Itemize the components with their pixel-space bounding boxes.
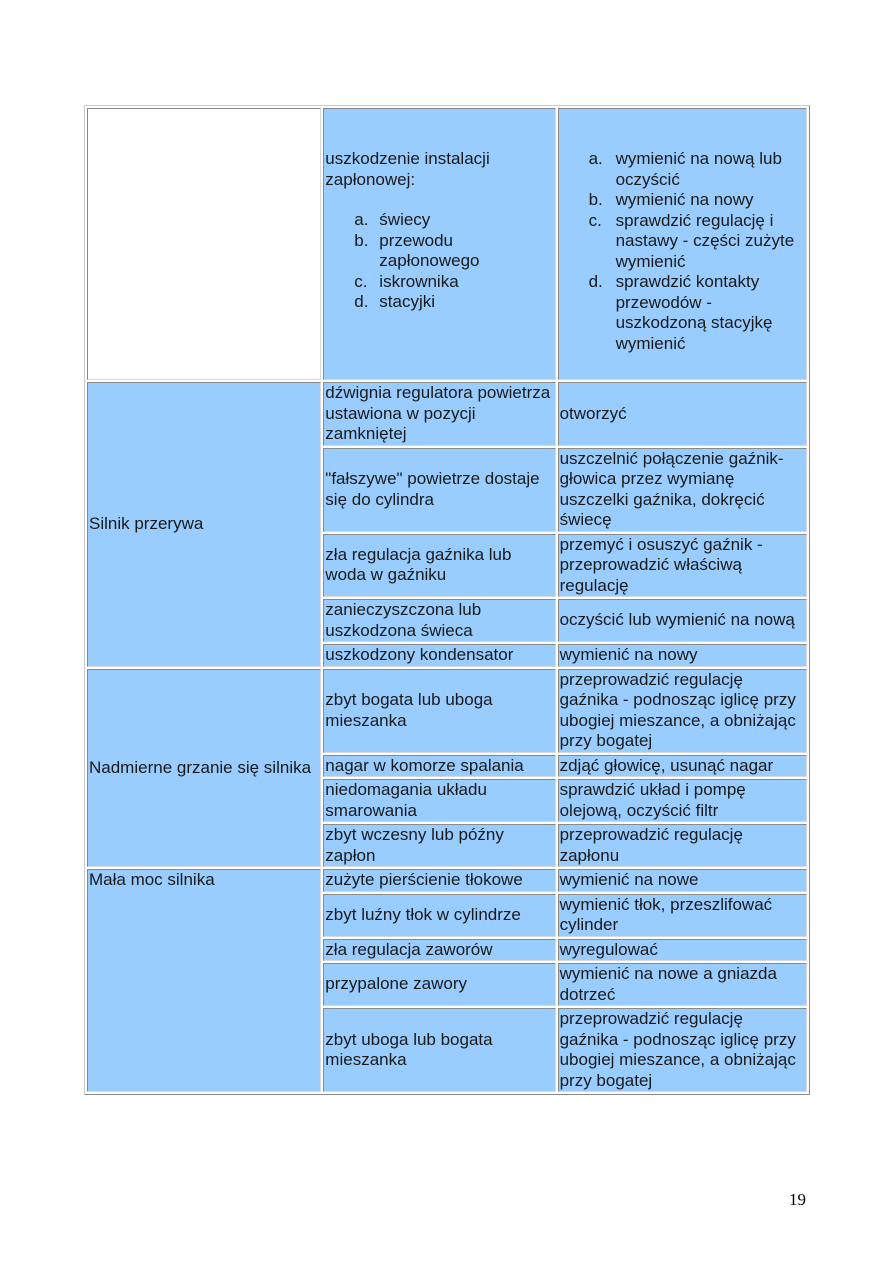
cause-cell: uszkodzony kondensator bbox=[323, 644, 555, 667]
remedy-cell: uszczelnić połączenie gaźnik-głowica przez wymianę uszczelki gaźnika, dokręcić świecę bbox=[558, 448, 807, 532]
cause-cell: zbyt luźny tłok w cylindrze bbox=[323, 894, 555, 937]
remedy-cell: zdjąć głowicę, usunąć nagar bbox=[558, 755, 807, 778]
troubleshooting-table bbox=[84, 105, 810, 1095]
list-marker: d. bbox=[354, 292, 369, 311]
remedy-list bbox=[560, 149, 805, 354]
remedy-cell: wyregulować bbox=[558, 939, 807, 962]
table-row bbox=[87, 382, 807, 446]
cause-cell: "fałszywe" powietrze dostaje się do cylindra bbox=[323, 448, 555, 532]
cause-cell: zła regulacja gaźnika lub woda w gaźniku bbox=[323, 534, 555, 598]
list-item-text: stacyjki bbox=[379, 292, 436, 311]
cause-cell: przypalone zawory bbox=[323, 963, 555, 1006]
remedy-cell: przeprowadzić regulację zapłonu bbox=[558, 824, 807, 867]
list-item-text: przewodu zapłonowego bbox=[379, 230, 480, 270]
list-item bbox=[560, 190, 805, 211]
list-item bbox=[325, 231, 553, 272]
list-item bbox=[560, 211, 805, 273]
remedy-cell: otworzyć bbox=[558, 382, 807, 446]
cause-cell: zbyt uboga lub bogata mieszanka bbox=[323, 1008, 555, 1092]
list-item-text: świecy bbox=[379, 210, 431, 229]
list-item bbox=[325, 210, 553, 231]
cause-list bbox=[325, 210, 553, 313]
list-item-text: wymienić na nowy bbox=[615, 190, 754, 209]
list-marker: d. bbox=[588, 272, 603, 291]
remedy-cell: wymienić na nowy bbox=[558, 644, 807, 667]
list-item bbox=[560, 149, 805, 190]
symptom-cell: Mała moc silnika bbox=[87, 869, 321, 1092]
list-marker: a. bbox=[354, 210, 369, 229]
list-item-text: sprawdzić kontakty przewodów - uszkodzoną stacyjkę wymienić bbox=[615, 272, 773, 353]
list-marker: b. bbox=[354, 230, 369, 250]
cause-cell: zła regulacja zaworów bbox=[323, 939, 555, 962]
empty-symptom-cell bbox=[87, 108, 321, 380]
list-item-text: sprawdzić regulację i nastawy - części zużyte wymienić bbox=[615, 210, 795, 271]
remedy-cell: przemyć i osuszyć gaźnik - przeprowadzić właściwą regulację bbox=[558, 534, 807, 598]
symptom-cell: Nadmierne grzanie się silnika bbox=[87, 669, 321, 868]
cause-cell: zbyt bogata lub uboga mieszanka bbox=[323, 669, 555, 753]
table-row bbox=[87, 108, 807, 380]
remedy-cell: oczyścić lub wymienić na nową bbox=[558, 599, 807, 642]
list-marker: b. bbox=[588, 190, 603, 209]
remedy-cell: wymienić tłok, przeszlifować cylinder bbox=[558, 894, 807, 937]
remedy-cell: sprawdzić układ i pompę olejową, oczyścić filtr bbox=[558, 779, 807, 822]
list-item bbox=[325, 272, 553, 293]
list-item-text: iskrownika bbox=[379, 271, 459, 291]
list-item bbox=[325, 292, 553, 313]
table-body bbox=[87, 108, 807, 1092]
remedy-cell: przeprowadzić regulację gaźnika - podnosząc iglicę przy ubogiej mieszance, a obniżając przy bogatej bbox=[558, 1008, 807, 1092]
cause-cell: dźwignia regulatora powietrza ustawiona w pozycji zamkniętej bbox=[323, 382, 555, 446]
list-marker: c. bbox=[354, 271, 368, 291]
list-item-text: wymienić na nową lub oczyścić bbox=[615, 149, 782, 189]
cause-cell: niedomagania układu smarowania bbox=[323, 779, 555, 822]
cause-cell: nagar w komorze spalania bbox=[323, 755, 555, 778]
cause-cell bbox=[323, 108, 555, 380]
cause-cell: zanieczyszczona lub uszkodzona świeca bbox=[323, 599, 555, 642]
list-marker: a. bbox=[588, 149, 603, 168]
cause-title: uszkodzenie instalacji zapłonowej: bbox=[325, 149, 490, 189]
remedy-cell: wymienić na nowe a gniazda dotrzeć bbox=[558, 963, 807, 1006]
symptom-cell: Silnik przerywa bbox=[87, 382, 321, 667]
remedy-cell: wymienić na nowe bbox=[558, 869, 807, 892]
cause-cell: zużyte pierścienie tłokowe bbox=[323, 869, 555, 892]
table-row bbox=[87, 869, 807, 892]
list-item bbox=[560, 272, 805, 354]
remedy-cell: przeprowadzić regulację gaźnika - podnosząc iglicę przy ubogiej mieszance, a obniżając przy bogatej bbox=[558, 669, 807, 753]
list-marker: c. bbox=[588, 210, 602, 230]
table-row bbox=[87, 669, 807, 753]
cause-cell: zbyt wczesny lub późny zapłon bbox=[323, 824, 555, 867]
remedy-cell bbox=[558, 108, 807, 380]
page-number: 19 bbox=[789, 1190, 806, 1209]
